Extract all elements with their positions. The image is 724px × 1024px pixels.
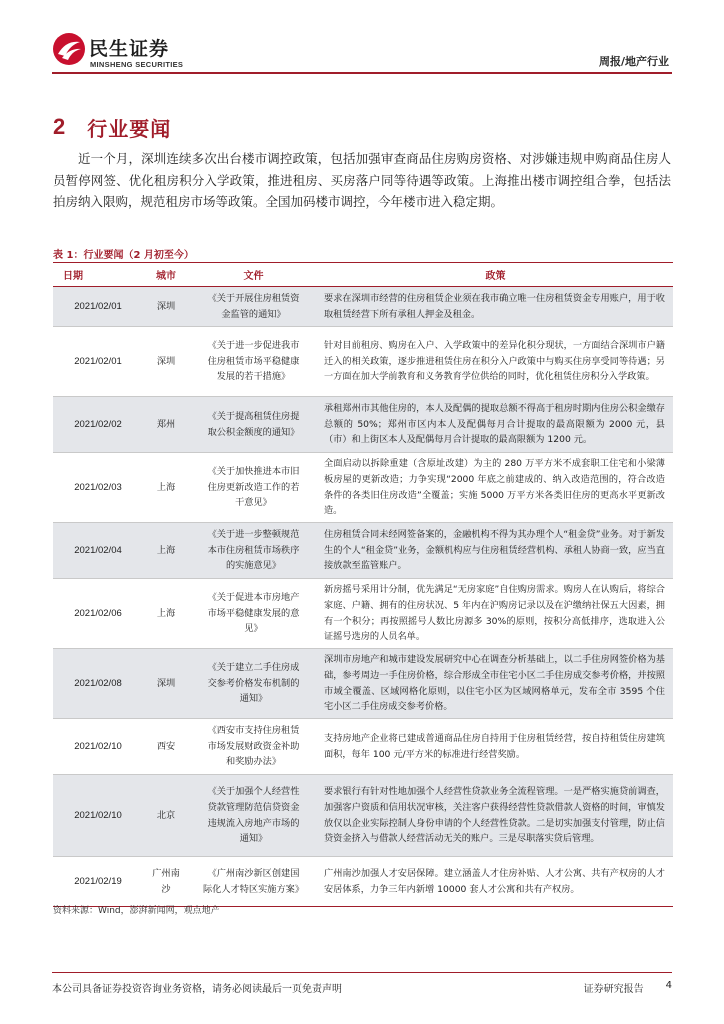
row-city: 深圳 xyxy=(143,327,189,397)
table-row xyxy=(53,857,673,907)
source-note: 资料来源：Wind，澎湃新闻网，观点地产 xyxy=(53,906,220,916)
footer-meta xyxy=(584,980,672,995)
row-policy: 全面启动以拆除重建（含原址改建）为主的 280 万平方米不成套职工住宅和小梁薄板房屋的更新改造；力争实现“2000 年底之前建成的、纳入改造范围的，符合改造条件的各类旧住房改造”全覆盖；实施 5000 万平方米各类旧住房的更高水平更新改造。 xyxy=(318,453,673,523)
table-row xyxy=(53,453,673,523)
section-heading xyxy=(53,112,171,142)
row-date: 2021/02/19 xyxy=(53,857,143,907)
row-city: 广州南沙 xyxy=(143,857,189,907)
news-table xyxy=(53,262,673,907)
report-type: 周报/地产行业 xyxy=(598,55,669,68)
row-city: 上海 xyxy=(143,523,189,579)
row-document: 《关于建立二手住房成交参考价格发布机制的通知》 xyxy=(189,649,318,719)
row-policy: 广州南沙加强人才安居保障。建立涵盖人才住房补贴、人才公寓、共有产权房的人才安居体系，力争三年内新增 10000 套人才公寓和共有产权房。 xyxy=(318,857,673,907)
header-policy: 政策 xyxy=(318,263,673,287)
footer-disclaimer: 本公司具备证券投资咨询业务资格，请务必阅读最后一页免责声明 xyxy=(52,984,342,995)
row-policy: 针对目前租房、购房在入户、入学政策中的差异化积分现状，一方面结合深圳市户籍迁入的相关政策，逐步推进租赁住房在积分入户政策中与购买住房享受同等待遇；另一方面在加大学前教育和义务教育学位供给的同时，优化租赁住房积分入学政策。 xyxy=(318,327,673,397)
table-row xyxy=(53,719,673,775)
section-title: 行业要闻 xyxy=(87,116,172,141)
row-date: 2021/02/06 xyxy=(53,579,143,649)
row-city: 上海 xyxy=(143,453,189,523)
row-date: 2021/02/01 xyxy=(53,327,143,397)
row-date: 2021/02/04 xyxy=(53,523,143,579)
section-number: 2 xyxy=(53,114,66,139)
row-city: 上海 xyxy=(143,579,189,649)
header-city: 城市 xyxy=(143,263,189,287)
row-document: 《关于进一步整顿规范本市住房租赁市场秩序的实施意见》 xyxy=(189,523,318,579)
row-document: 《广州南沙新区创建国际化人才特区实施方案》 xyxy=(189,857,318,907)
table-header-row xyxy=(53,263,673,287)
intro-paragraph: 近一个月，深圳连续多次出台楼市调控政策，包括加强审查商品住房购房资格、对涉嫌违规申购商品住房人员暂停网签、优化租房积分入学政策，推进租房、买房落户同等待遇等政策。上海推出楼市调控组合拳，包括法拍房纳入限购，规范租房市场等政策。全国加码楼市调控，今年楼市进入稳定期。 xyxy=(53,151,671,209)
row-policy: 承租郑州市其他住房的，本人及配偶的提取总额不得高于租房时期内住房公积金缴存总额的 50%；郑州市区内本人及配偶每月合计提取的最高限额为 2000 元，县（市）和上街区本人及配偶每月合计提取的最高限额为 1200 元。 xyxy=(318,397,673,453)
footer-divider xyxy=(52,972,672,973)
table-row xyxy=(53,287,673,327)
row-city: 郑州 xyxy=(143,397,189,453)
brand-name-en: MINSHENG SECURITIES xyxy=(90,60,184,69)
row-document: 《关于促进本市房地产市场平稳健康发展的意见》 xyxy=(189,579,318,649)
brand-logo xyxy=(52,32,202,72)
table-row xyxy=(53,579,673,649)
row-document: 《西安市支持住房租赁市场发展财政资金补助和奖励办法》 xyxy=(189,719,318,775)
row-document: 《关于开展住房租赁资金监管的通知》 xyxy=(189,287,318,327)
row-document: 《关于加强个人经营性贷款管理防范信贷资金违规流入房地产市场的通知》 xyxy=(189,775,318,857)
row-city: 西安 xyxy=(143,719,189,775)
table-row xyxy=(53,397,673,453)
header-divider xyxy=(52,72,672,74)
table-row xyxy=(53,649,673,719)
row-date: 2021/02/10 xyxy=(53,719,143,775)
row-date: 2021/02/02 xyxy=(53,397,143,453)
table-row xyxy=(53,775,673,857)
row-date: 2021/02/10 xyxy=(53,775,143,857)
row-policy: 新房摇号采用计分制，优先满足“无房家庭”自住购房需求。购房人在认购后，将综合家庭、户籍、拥有的住房状况、5 年内在沪购房记录以及在沪缴纳社保五大因素，拥有一个积分；再按照摇号人数比房源多 30%的原则，按积分高低排序，选取进入公证摇号选房的人员名单。 xyxy=(318,579,673,649)
row-policy: 深圳市房地产和城市建设发展研究中心在调查分析基础上，以二手住房网签价格为基础，参考周边一手住房价格，综合形成全市住宅小区二手住房成交参考价格，并按照市域全覆盖、区域网格化原则，以住宅小区为区域网格单元，发布全市 3595 个住宅小区二手住房成交参考价格。 xyxy=(318,649,673,719)
row-document: 《关于进一步促进我市住房租赁市场平稳健康发展的若干措施》 xyxy=(189,327,318,397)
row-city: 深圳 xyxy=(143,649,189,719)
table-caption: 表 1：行业要闻（2 月初至今） xyxy=(53,250,194,261)
page-number: 4 xyxy=(665,980,672,991)
row-policy: 要求在深圳市经营的住房租赁企业须在我市确立唯一住房租赁资金专用账户，用于收取租赁经营下所有承租人押金及租金。 xyxy=(318,287,673,327)
row-document: 《关于加快推进本市旧住房更新改造工作的若干意见》 xyxy=(189,453,318,523)
header-date: 日期 xyxy=(53,263,143,287)
minsheng-logo-icon xyxy=(52,32,86,66)
row-policy: 住房租赁合同未经网签备案的，金融机构不得为其办理个人“租金贷”业务。对于新发生的个人“租金贷”业务，金额机构应与住房租赁经营机构、承租人协商一致，应当直接放款至监管账户。 xyxy=(318,523,673,579)
row-city: 深圳 xyxy=(143,287,189,327)
row-date: 2021/02/01 xyxy=(53,287,143,327)
footer-report-label: 证券研究报告 xyxy=(583,984,644,995)
page-header xyxy=(0,0,724,90)
table-row xyxy=(53,327,673,397)
row-city: 北京 xyxy=(143,775,189,857)
row-policy: 要求银行有针对性地加强个人经营性贷款业务全流程管理。一是严格实施贷前调查，加强客户资质和信用状况审核，关注客户获得经营性贷款借款人资格的时间，审慎发放仅以企业实际控制人身份申请的个人经营性贷款。二是切实加强支付管理，防止信贷资金挤入与借款人经营活动无关的账户。三是尽职落实贷后管理。 xyxy=(318,775,673,857)
row-document: 《关于提高租赁住房提取公积金额度的通知》 xyxy=(189,397,318,453)
table-row xyxy=(53,523,673,579)
row-date: 2021/02/03 xyxy=(53,453,143,523)
brand-name-cn: 民生证券 xyxy=(89,38,170,60)
row-date: 2021/02/08 xyxy=(53,649,143,719)
row-policy: 支持房地产企业将已建成普通商品住房自持用于住房租赁经营，按自持租赁住房建筑面积，每年 100 元/平方米的标准进行经营奖励。 xyxy=(318,719,673,775)
header-document: 文件 xyxy=(189,263,318,287)
